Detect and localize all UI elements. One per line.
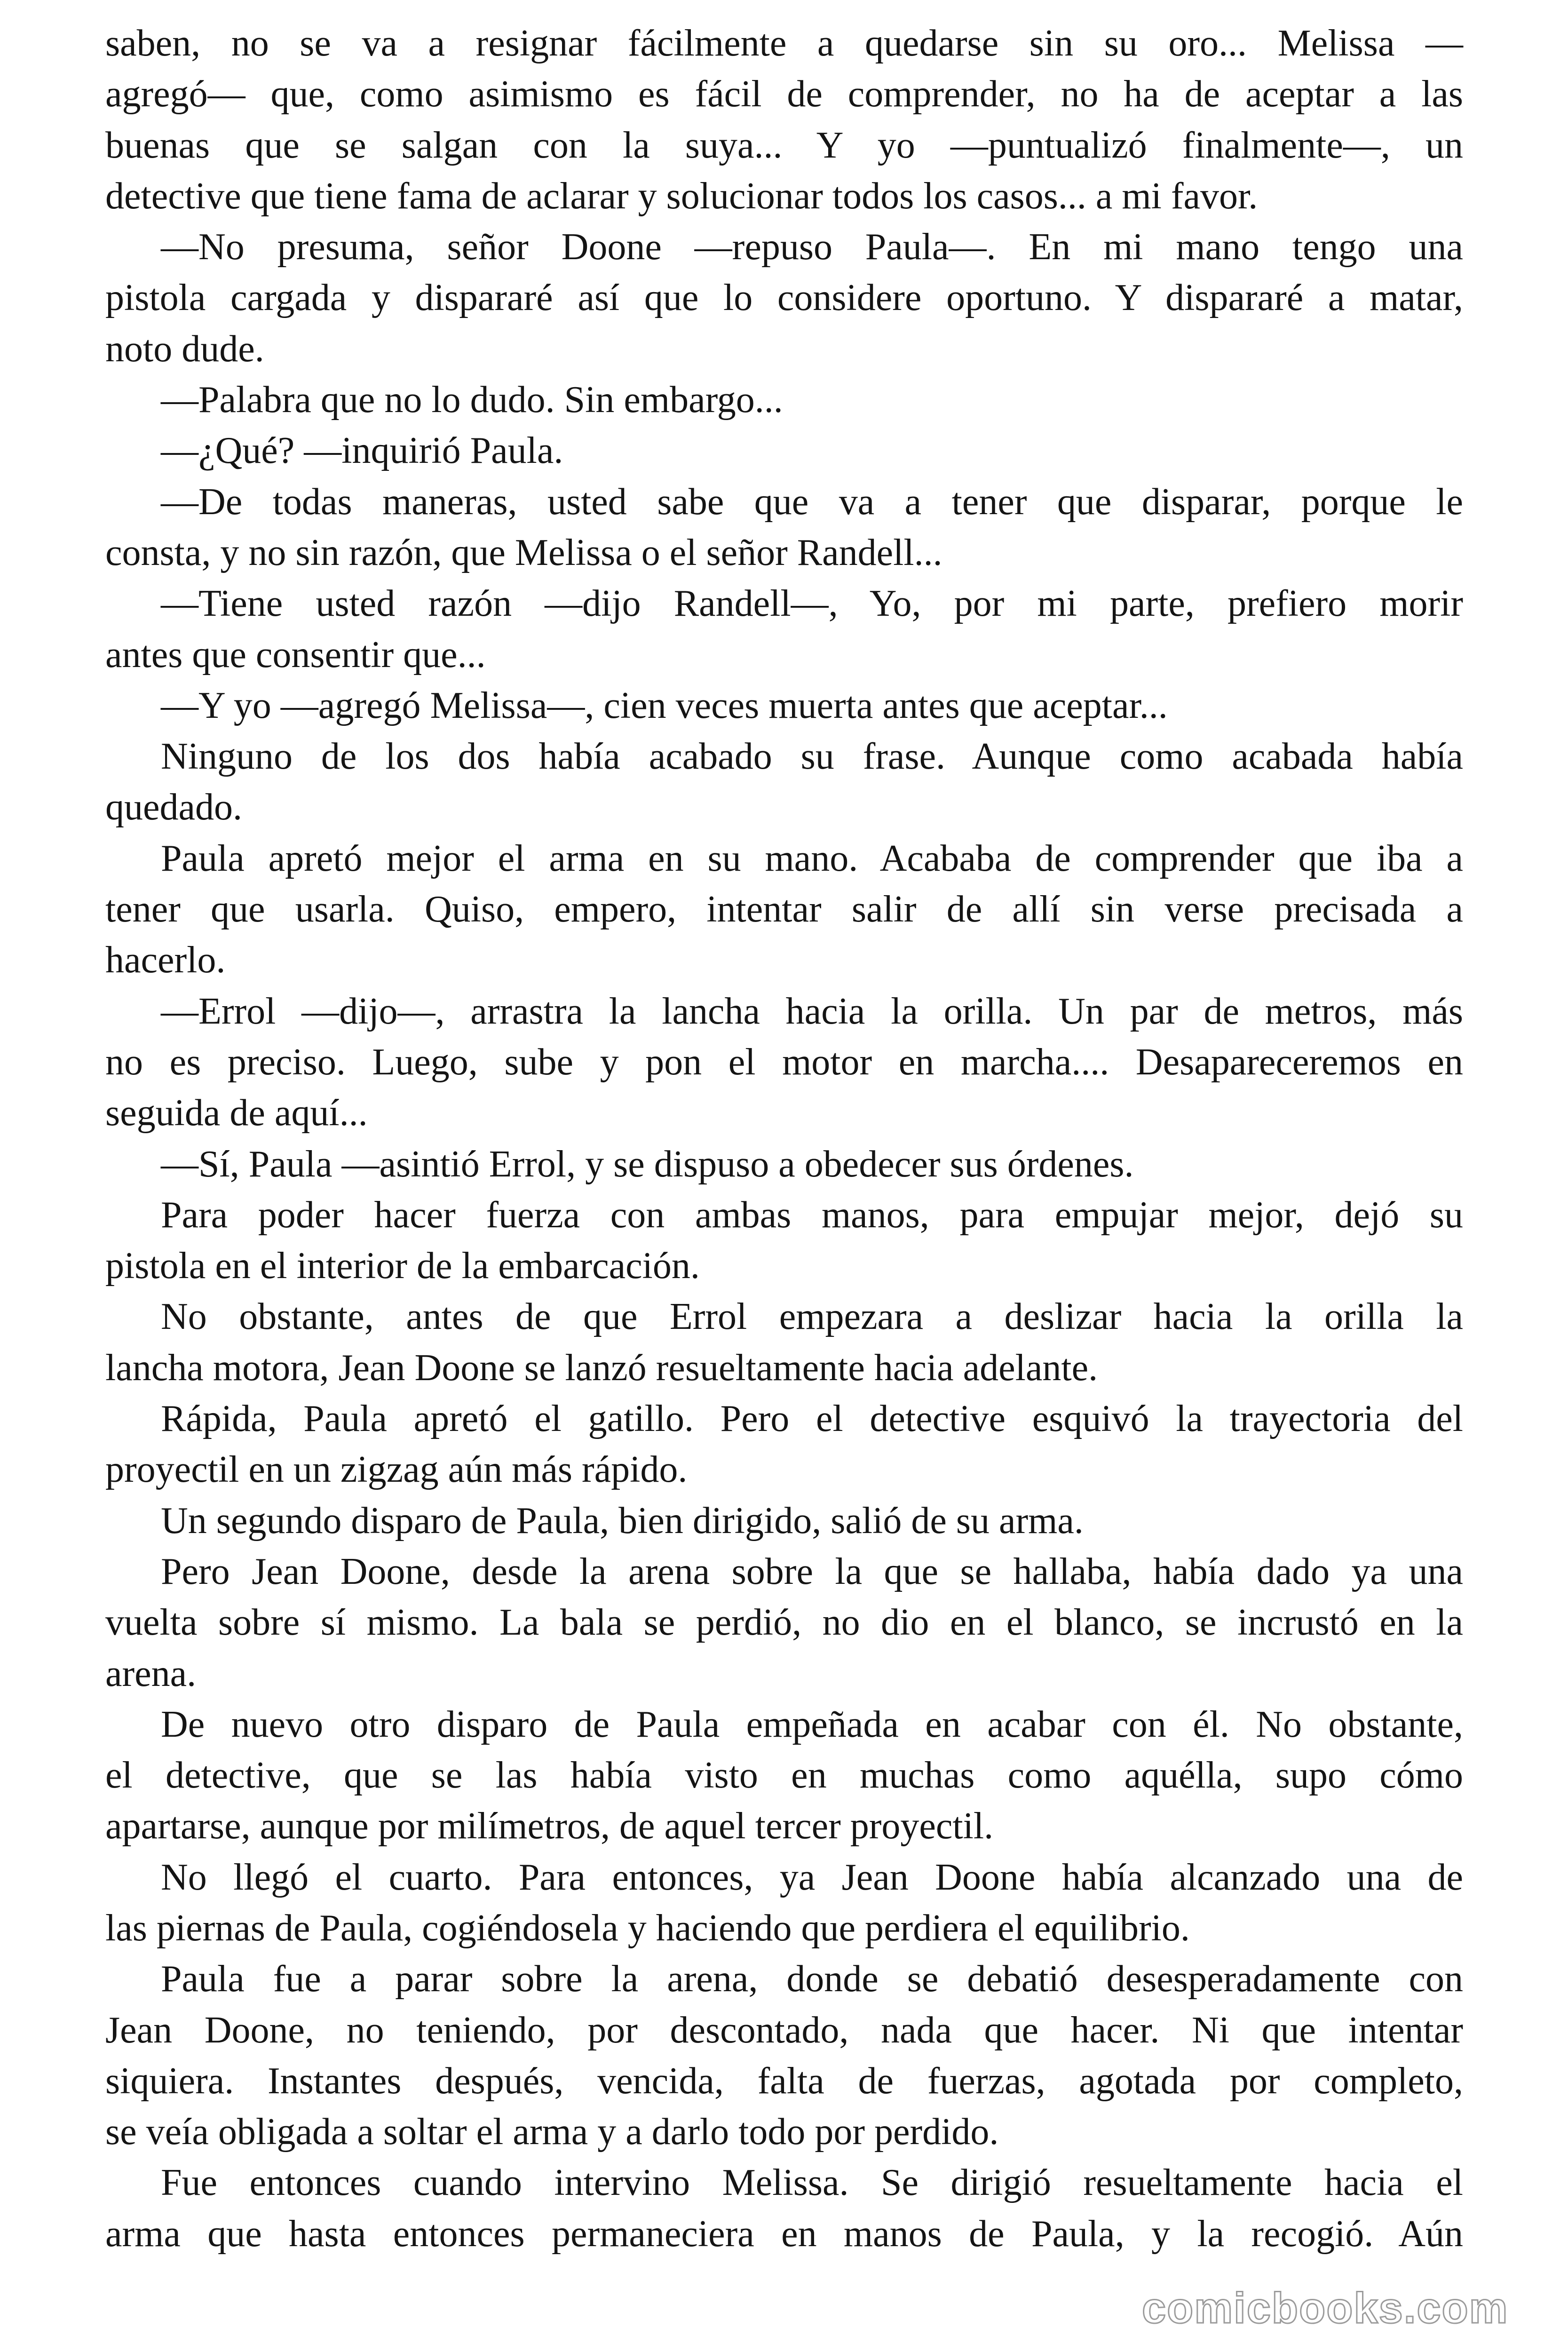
text-line: noto dude.	[105, 328, 264, 370]
paragraph	[105, 1190, 1463, 1292]
text-line: Pero Jean Doone, desde la arena sobre la que se hallaba, había dado ya una	[161, 1550, 1463, 1592]
text-line: —Tiene usted razón —dijo Randell—, Yo, por mi parte, prefiero morir	[161, 583, 1463, 625]
text-line: consta, y no sin razón, que Melissa o el señor Randell...	[105, 532, 942, 573]
text-line: pistola en el interior de la embarcación.	[105, 1245, 700, 1287]
paragraph	[105, 1291, 1463, 1393]
paragraph	[105, 1139, 1463, 1190]
text-line: De nuevo otro disparo de Paula empeñada en acabar con él. No obstante,	[161, 1703, 1463, 1745]
text-line: —No presuma, señor Doone —repuso Paula—. En mi mano tengo una	[161, 226, 1463, 268]
paragraph	[105, 578, 1463, 680]
paragraph	[105, 731, 1463, 833]
paragraph	[105, 2157, 1463, 2259]
text-line: saben, no se va a resignar fácilmente a quedarse sin su oro... Melissa —	[105, 23, 1463, 64]
paragraph	[105, 833, 1463, 986]
paragraph	[105, 986, 1463, 1139]
text-line: Jean Doone, no teniendo, por descontado, nada que hacer. Ni que intentar	[105, 2009, 1463, 2051]
text-line: tener que usarla. Quiso, empero, intentar salir de allí sin verse precisada a	[105, 889, 1463, 930]
text-line: hacerlo.	[105, 939, 226, 981]
paragraph	[105, 374, 1463, 425]
body-text	[105, 18, 1463, 2259]
text-line: Ninguno de los dos había acabado su frase. Aunque como acabada había	[161, 736, 1463, 778]
text-line: siquiera. Instantes después, vencida, falta de fuerzas, agotada por completo,	[105, 2060, 1463, 2102]
text-line: Para poder hacer fuerza con ambas manos, para empujar mejor, dejó su	[161, 1194, 1463, 1236]
text-line: proyectil en un zigzag aún más rápido.	[105, 1449, 688, 1491]
text-line: arma que hasta entonces permaneciera en manos de Paula, y la recogió. Aún	[105, 2213, 1463, 2255]
text-line: Paula fue a parar sobre la arena, donde se debatió desesperadamente con	[161, 1958, 1463, 2000]
text-line: no es preciso. Luego, sube y pon el motor en marcha.... Desapareceremos en	[105, 1041, 1463, 1083]
text-line: —¿Qué? —inquirió Paula.	[161, 430, 563, 472]
paragraph	[105, 18, 1463, 222]
text-line: No llegó el cuarto. Para entonces, ya Jean Doone había alcanzado una de	[161, 1856, 1463, 1898]
text-line: —Palabra que no lo dudo. Sin embargo...	[161, 379, 783, 421]
text-line: se veía obligada a soltar el arma y a darlo todo por perdido.	[105, 2111, 999, 2153]
text-line: apartarse, aunque por milímetros, de aquel tercer proyectil.	[105, 1805, 994, 1847]
text-line: vuelta sobre sí mismo. La bala se perdió, no dio en el blanco, se incrustó en la	[105, 1602, 1463, 1644]
paragraph	[105, 680, 1463, 731]
text-line: quedado.	[105, 787, 243, 828]
text-line: las piernas de Paula, cogiéndosela y haciendo que perdiera el equilibrio.	[105, 1907, 1190, 1949]
paragraph	[105, 425, 1463, 476]
text-line: —De todas maneras, usted sabe que va a tener que disparar, porque le	[161, 481, 1463, 523]
paragraph	[105, 477, 1463, 579]
text-line: detective que tiene fama de aclarar y solucionar todos los casos... a mi favor.	[105, 175, 1258, 217]
text-line: —Y yo —agregó Melissa—, cien veces muerta antes que aceptar...	[161, 684, 1168, 726]
text-line: seguida de aquí...	[105, 1092, 368, 1134]
paragraph	[105, 1393, 1463, 1495]
paragraph	[105, 1852, 1463, 1954]
text-line: Fue entonces cuando intervino Melissa. Se dirigió resueltamente hacia el	[161, 2162, 1463, 2204]
text-line: antes que consentir que...	[105, 634, 486, 675]
watermark-logo: comicbooks.com	[1142, 2284, 1509, 2332]
text-line: —Sí, Paula —asintió Errol, y se dispuso a obedecer sus órdenes.	[161, 1143, 1134, 1185]
text-line: agregó— que, como asimismo es fácil de comprender, no ha de aceptar a las	[105, 73, 1463, 115]
text-line: No obstante, antes de que Errol empezara a deslizar hacia la orilla la	[161, 1296, 1463, 1338]
paragraph	[105, 222, 1463, 374]
text-line: buenas que se salgan con la suya... Y yo —puntualizó finalmente—, un	[105, 124, 1463, 166]
paragraph	[105, 1699, 1463, 1852]
paragraph	[105, 1546, 1463, 1699]
text-line: —Errol —dijo—, arrastra la lancha hacia la orilla. Un par de metros, más	[161, 990, 1463, 1032]
text-line: lancha motora, Jean Doone se lanzó resueltamente hacia adelante.	[105, 1347, 1098, 1389]
paragraph	[105, 1954, 1463, 2157]
text-line: el detective, que se las había visto en muchas como aquélla, supo cómo	[105, 1755, 1463, 1796]
text-line: Un segundo disparo de Paula, bien dirigido, salió de su arma.	[161, 1500, 1084, 1542]
text-line: Paula apretó mejor el arma en su mano. Acababa de comprender que iba a	[161, 837, 1463, 879]
paragraph	[105, 1495, 1463, 1546]
text-line: Rápida, Paula apretó el gatillo. Pero el detective esquivó la trayectoria del	[161, 1398, 1463, 1440]
text-line: arena.	[105, 1653, 197, 1694]
text-line: pistola cargada y dispararé así que lo considere oportuno. Y dispararé a matar,	[105, 277, 1463, 319]
